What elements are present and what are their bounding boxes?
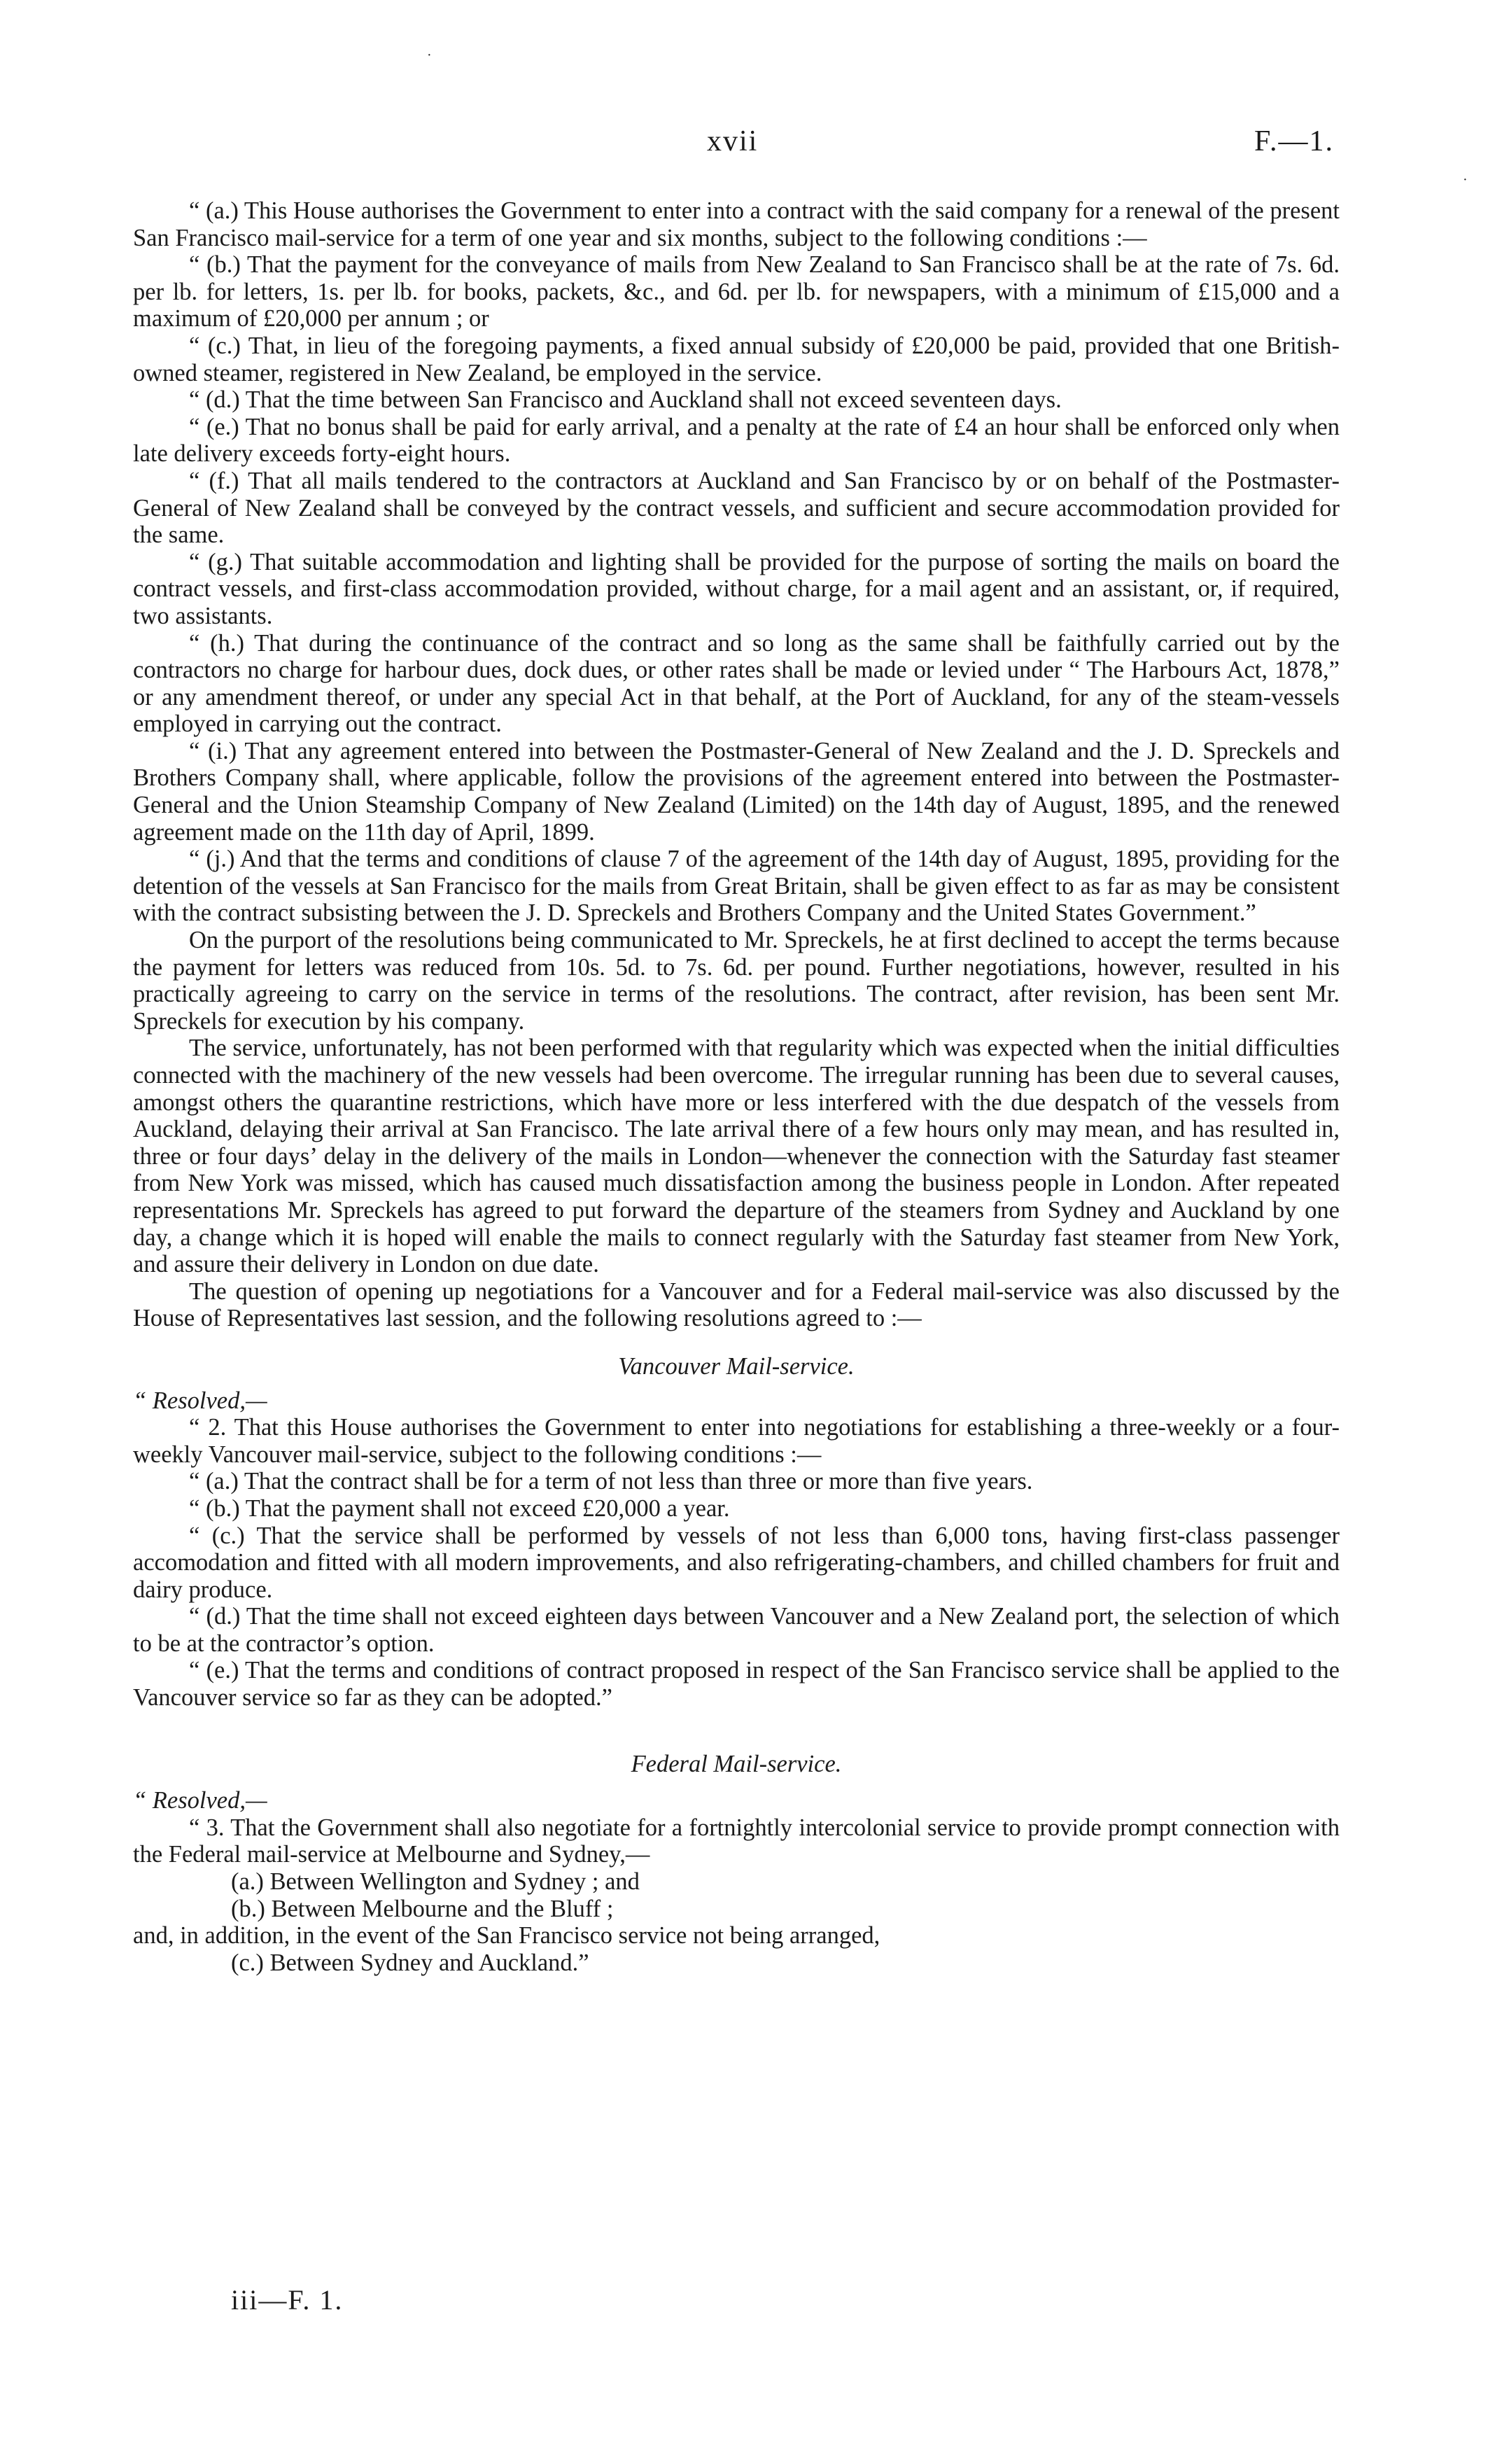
paragraph: “ (h.) That during the continuance of the contract and so long as the same shall be faithfully carried out by the contractors no charge for harbour dues, dock dues, or other rates shall be made or levied under “ The Harbours Act, 1878,” or any amendment thereof, or under any special Act in that behalf, at the Port of Auckland, for any of the steam-vessels employed in carrying out the contract. (133, 629, 1340, 738)
paragraph: “ (b.) That the payment for the conveyance of mails from New Zealand to San Francisco shall be at the rate of 7s. 6d. per lb. for letters, 1s. per lb. for books, packets, &c., and 6d. per lb. for newspapers, with a minimum of £15,000 and a maximum of £20,000 per annum ; or (133, 251, 1340, 332)
speck-mark: · (1463, 172, 1468, 188)
page-number: xvii (707, 125, 759, 158)
section-heading-vancouver: Vancouver Mail-service. (618, 1352, 855, 1380)
resolution-subitem: (a.) Between Wellington and Sydney ; and (231, 1868, 640, 1896)
resolution-subitem: (b.) Between Melbourne and the Bluff ; (231, 1895, 614, 1922)
speck-mark: · (427, 48, 432, 63)
document-code: F.—1. (1254, 125, 1334, 158)
resolved-label: “ Resolved,— (133, 1387, 267, 1414)
signature-mark: iii—F. 1. (231, 2284, 344, 2316)
paragraph: “ (i.) That any agreement entered into between the Postmaster-General of New Zealand and the J. D. Spreckels and Brothers Company shall, where applicable, follow the provisions of the agreement entered into between the Postmaster-General and the Union Steamship Company of New Zealand (Limited) on the 14th day of August, 1895, and the renewed agreement made on the 11th day of April, 1899. (133, 737, 1340, 846)
paragraph: “ (d.) That the time between San Francisco and Auckland shall not exceed seventeen days. (189, 386, 1062, 414)
paragraph: “ (e.) That no bonus shall be paid for early arrival, and a penalty at the rate of £4 an hour shall be enforced only when late delivery exceeds forty-eight hours. (133, 413, 1340, 468)
resolved-label: “ Resolved,— (133, 1787, 267, 1814)
paragraph: “ (a.) This House authorises the Government to enter into a contract with the said company for a renewal of the present San Francisco mail-service for a term of one year and six months, subject to the following conditions :— (133, 197, 1340, 251)
paragraph: “ (c.) That, in lieu of the foregoing payments, a fixed annual subsidy of £20,000 be paid, provided that one British-owned steamer, registered in New Zealand, be employed in the service. (133, 332, 1340, 386)
resolution-paragraph: and, in addition, in the event of the San Francisco service not being arranged, (133, 1922, 880, 1949)
paragraph: “ (g.) That suitable accommodation and lighting shall be provided for the purpose of sorting the mails on board the contract vessels, and first-class accommodation provided, without charge, for a mail agent and an assistant, or, if required, two assistants. (133, 548, 1340, 629)
resolution-paragraph: “ (e.) That the terms and conditions of contract proposed in respect of the San Francisco service shall be applied to the Vancouver service so far as they can be adopted.” (133, 1657, 1340, 1712)
resolution-paragraph: “ (d.) That the time shall not exceed eighteen days between Vancouver and a New Zealand port, the selection of which to be at the contractor’s option. (133, 1603, 1340, 1657)
resolution-subitem: (c.) Between Sydney and Auckland.” (231, 1949, 589, 1976)
paragraph: “ (f.) That all mails tendered to the contractors at Auckland and San Francisco by or on behalf of the Postmaster-General of New Zealand shall be conveyed by the contract vessels, and sufficient and secure accommodation provided for the same. (133, 467, 1340, 549)
resolution-paragraph: “ (a.) That the contract shall be for a term of not less than three or more than five years. (189, 1468, 1033, 1495)
resolution-paragraph: “ (b.) That the payment shall not exceed £20,000 a year. (189, 1494, 730, 1522)
resolution-paragraph: “ (c.) That the service shall be performed by vessels of not less than 6,000 tons, having first-class passenger accomodation and fitted with all modern improvements, and also refrigerating-chambers, and chilled chambers for fruit and dairy produce. (133, 1522, 1340, 1603)
paragraph: On the purport of the resolutions being communicated to Mr. Spreckels, he at first declined to accept the terms because the payment for letters was reduced from 10s. 5d. to 7s. 6d. per pound. Further negotiations, however, resulted in his practically agreeing to carry on the service in terms of the resolutions. The contract, after revision, has been sent Mr. Spreckels for execution by his company. (133, 927, 1340, 1035)
paragraph: The service, unfortunately, has not been performed with that regularity which was expected when the initial difficulties connected with the machinery of the new vessels had been overcome. The irregular running has been due to several causes, amongst others the quarantine restrictions, which have more or less interfered with the due despatch of the vessels from Auckland, delaying their arrival at San Francisco. The late arrival there of a few hours only may mean, and has resulted in, three or four days’ delay in the delivery of the mails in London—whenever the connection with the Saturday fast steamer from New York was missed, which has caused much dissatisfaction among the business people in London. After repeated representations Mr. Spreckels has agreed to put forward the departure of the steamers from Sydney and Auckland by one day, a change which it is hoped will enable the mails to connect regularly with the Saturday fast steamer from New York, and assure their delivery in London on due date. (133, 1035, 1340, 1278)
paragraph: “ (j.) And that the terms and conditions of clause 7 of the agreement of the 14th day of August, 1895, providing for the detention of the vessels at San Francisco for the mails from Great Britain, shall be given effect to as far as may be consistent with the contract subsisting between the J. D. Spreckels and Brothers Company and the United States Government.” (133, 846, 1340, 927)
paragraph: The question of opening up negotiations for a Vancouver and for a Federal mail-service was also discussed by the House of Representatives last session, and the following resolutions agreed to :— (133, 1278, 1340, 1332)
body-text (133, 197, 1340, 1976)
section-heading-federal: Federal Mail-service. (631, 1750, 842, 1777)
resolution-paragraph: “ 2. That this House authorises the Government to enter into negotiations for establishing a three-weekly or a four-weekly Vancouver mail-service, subject to the following conditions :— (133, 1414, 1340, 1468)
page-header (0, 125, 1488, 167)
resolution-paragraph: “ 3. That the Government shall also negotiate for a fortnightly intercolonial service to provide prompt connection with the Federal mail-service at Melbourne and Sydney,— (133, 1814, 1340, 1868)
